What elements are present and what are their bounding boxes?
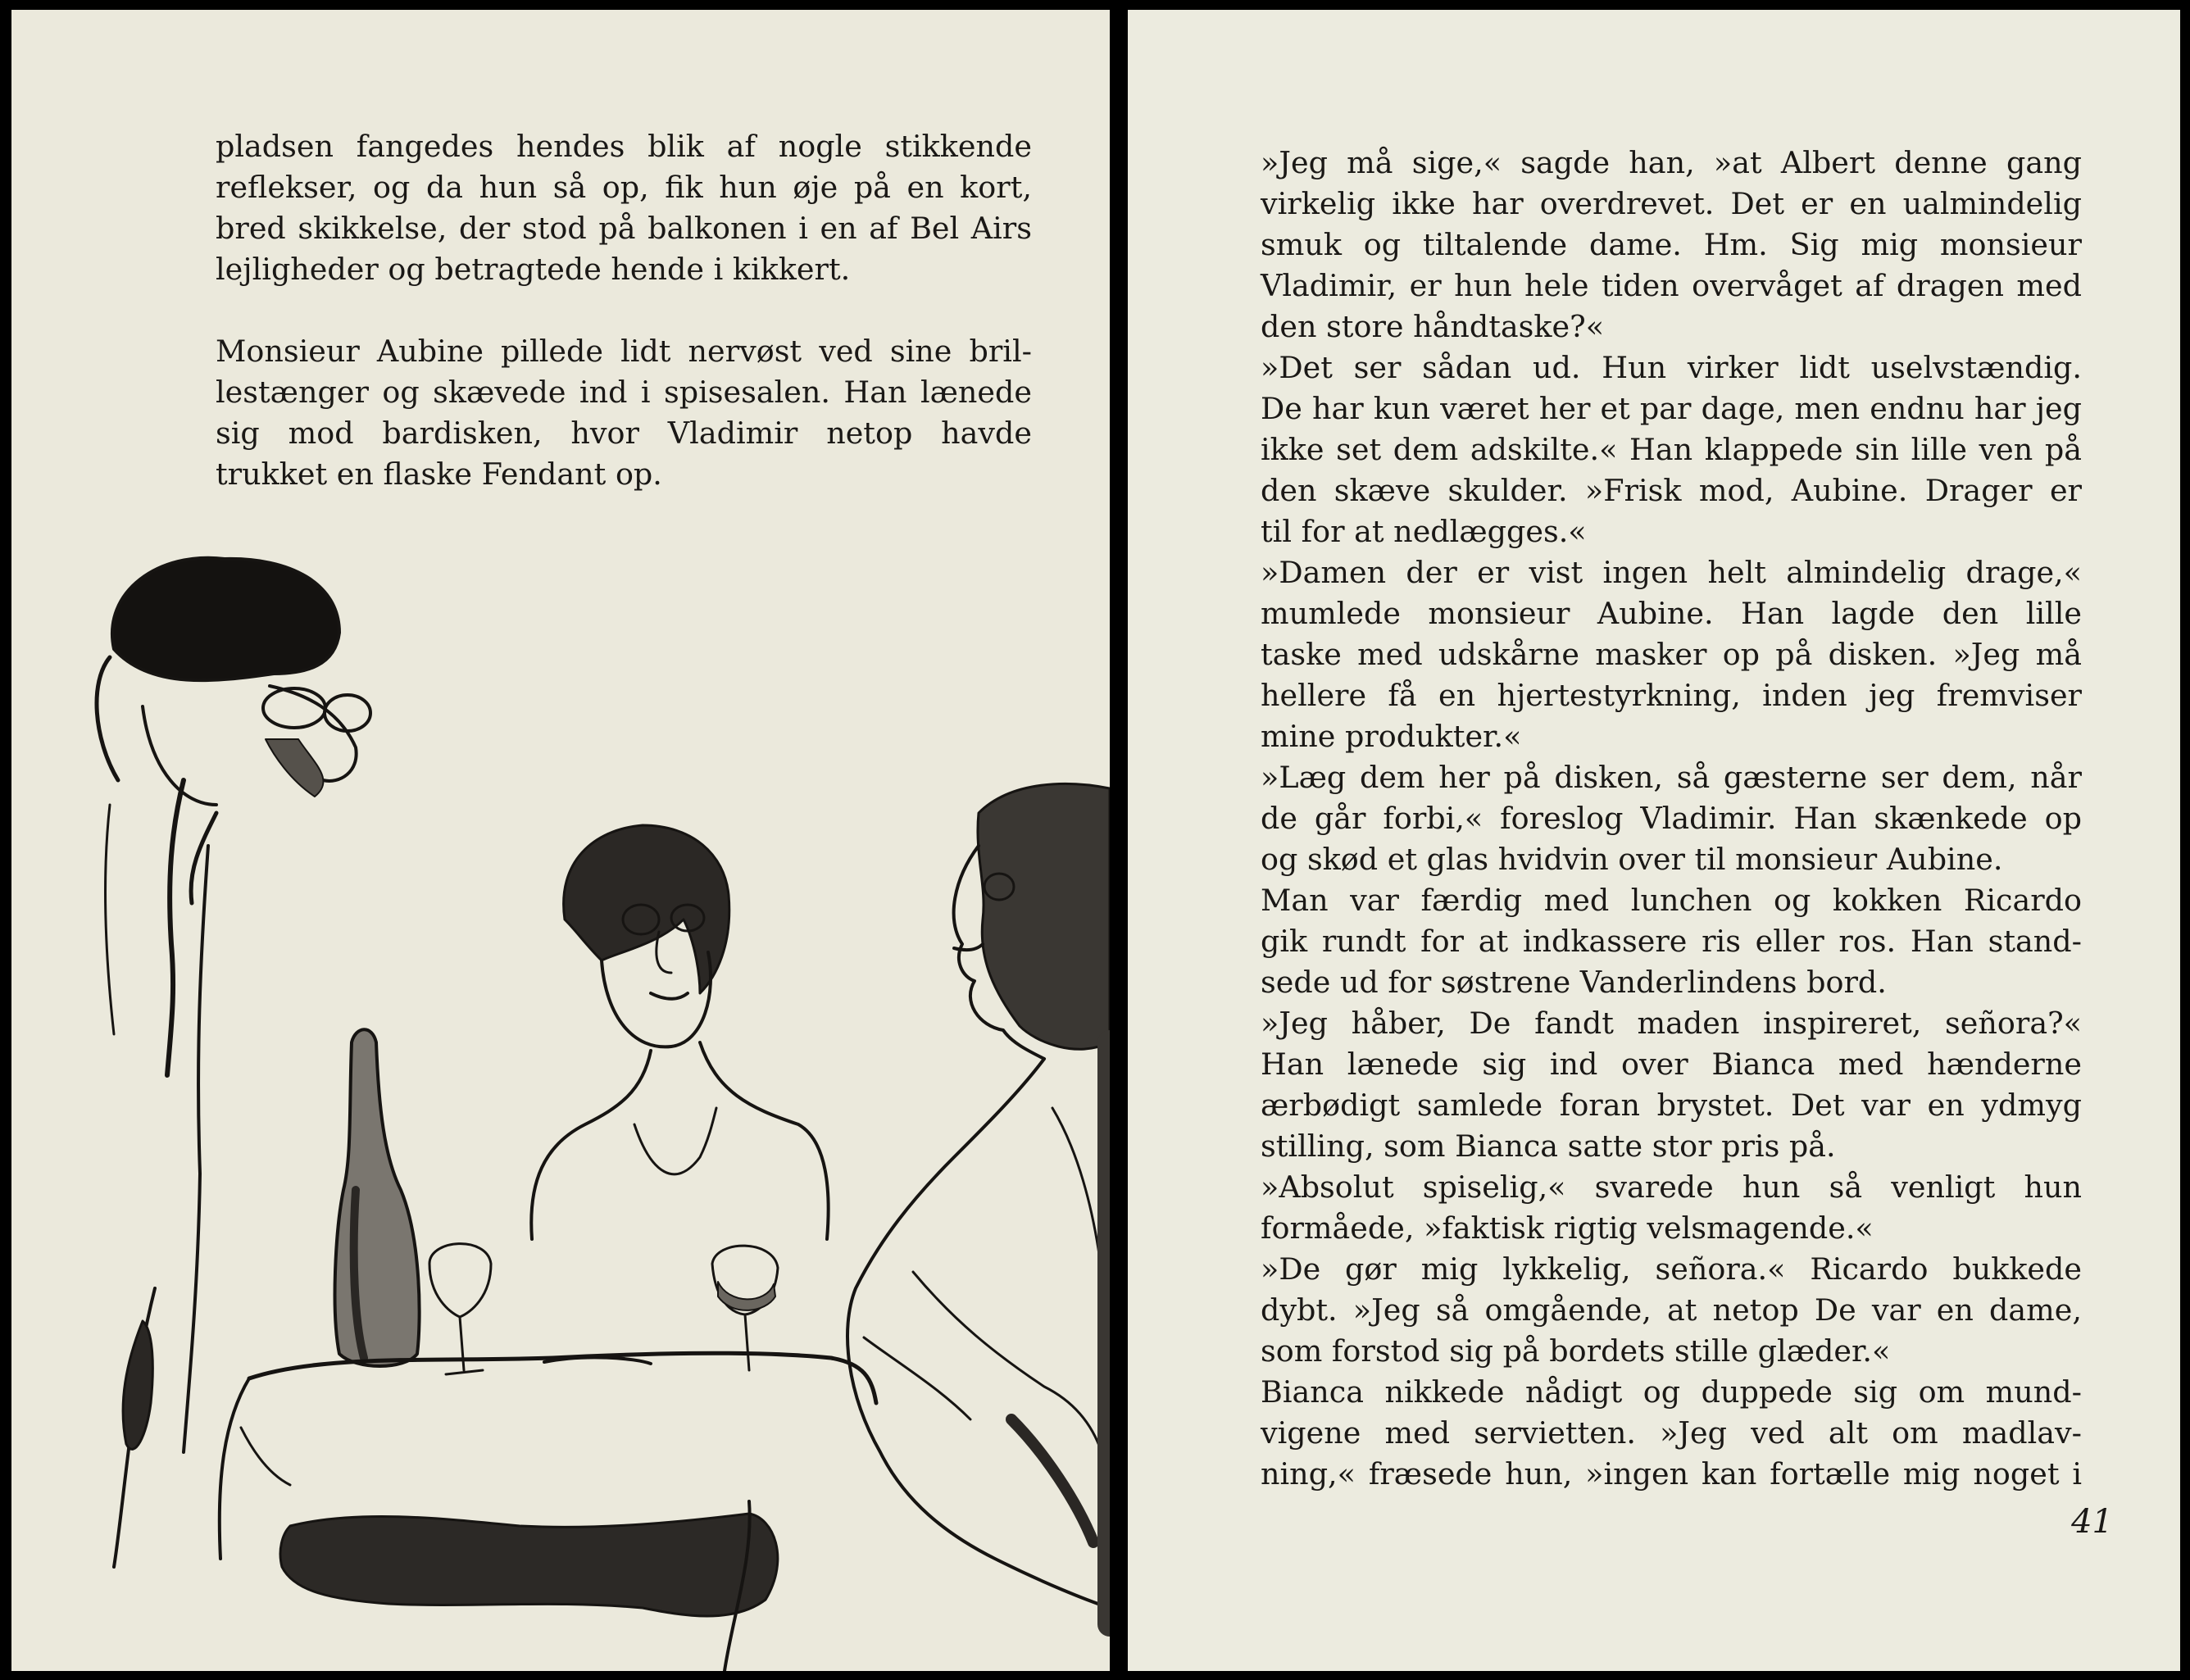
left-page bbox=[11, 10, 1110, 1671]
text-line: »Læg dem her på disken, så gæsterne ser dem, når bbox=[1261, 760, 2082, 795]
text-line: som forstod sig på bordets stille glæder.« bbox=[1261, 1333, 1891, 1369]
text-line: »Det ser sådan ud. Hun virker lidt uselvstændig. bbox=[1261, 350, 2082, 385]
text-line: den store håndtaske?« bbox=[1261, 309, 1605, 344]
text-line: lestænger og skævede ind i spisesalen. Han lænede bbox=[216, 375, 1032, 410]
text-line: formåede, »faktisk rigtig velsmagende.« bbox=[1261, 1210, 1874, 1246]
paragraph bbox=[1221, 1003, 2082, 1167]
paragraph bbox=[1221, 143, 2082, 347]
text-line: De har kun været her et par dage, men endnu har jeg bbox=[1261, 391, 2082, 426]
paragraph bbox=[1221, 757, 2082, 880]
paragraph bbox=[1221, 1372, 2082, 1495]
text-line: gik rundt for at indkassere ris eller ros. Han stand- bbox=[1261, 924, 2082, 959]
text-line: taske med udskårne masker op på disken. »Jeg må bbox=[1261, 637, 2082, 672]
text-line: virkelig ikke har overdrevet. Det er en ualmindelig bbox=[1261, 186, 2082, 221]
text-line: »Absolut spiselig,« svarede hun så venligt hun bbox=[1261, 1169, 2082, 1205]
text-line: de går forbi,« foreslog Vladimir. Han skænkede op bbox=[1261, 801, 2082, 836]
paragraph bbox=[1221, 552, 2082, 757]
seated-woman-figure bbox=[531, 825, 828, 1239]
right-page bbox=[1128, 10, 2180, 1671]
text-line: vigene med servietten. »Jeg ved alt om madlav- bbox=[1261, 1415, 2082, 1451]
text-line: Man var færdig med lunchen og kokken Ricardo bbox=[1261, 883, 2082, 918]
text-line: ikke set dem adskilte.« Han klappede sin lille ven på bbox=[1261, 432, 2082, 467]
text-line: ning,« fræsede hun, »ingen kan fortælle mig noget i bbox=[1261, 1456, 2082, 1492]
text-line: trukket en flaske Fendant op. bbox=[216, 456, 662, 492]
paragraph bbox=[1221, 1167, 2082, 1249]
page-number: 41 bbox=[2071, 1503, 2113, 1541]
text-line: Monsieur Aubine pillede lidt nervøst ved sine bril- bbox=[216, 334, 1032, 369]
text-line: ærbødigt samlede foran brystet. Det var en ydmyg bbox=[1261, 1087, 2082, 1123]
text-line: »Jeg må sige,« sagde han, »at Albert denne gang bbox=[1261, 145, 2082, 180]
wine-bottle bbox=[335, 1029, 420, 1366]
text-line: »Jeg håber, De fandt maden inspireret, señora?« bbox=[1261, 1006, 2082, 1041]
left-page-text bbox=[216, 126, 1032, 495]
text-line: smuk og tiltalende dame. Hm. Sig mig monsieur bbox=[1261, 227, 2082, 262]
paragraph bbox=[216, 126, 1032, 290]
text-line: sede ud for søstrene Vanderlindens bord. bbox=[1261, 965, 1887, 1000]
text-line: bred skikkelse, der stod på balkonen i en af Bel Airs bbox=[216, 211, 1032, 246]
text-line: Vladimir, er hun hele tiden overvåget af dragen med bbox=[1261, 268, 2082, 303]
text-line: pladsen fangedes hendes blik af nogle stikkende bbox=[216, 129, 1032, 164]
text-line: den skæve skulder. »Frisk mod, Aubine. Drager er bbox=[1261, 473, 2082, 508]
text-line: sig mod bardisken, hvor Vladimir netop havde bbox=[216, 415, 1032, 451]
text-line: Bianca nikkede nådigt og duppede sig om mund- bbox=[1261, 1374, 2082, 1410]
paragraph bbox=[1221, 1249, 2082, 1372]
text-line: stilling, som Bianca satte stor pris på. bbox=[1261, 1128, 1836, 1164]
text-line: »Damen der er vist ingen helt almindelig drage,« bbox=[1261, 555, 2082, 590]
paragraph bbox=[1221, 347, 2082, 552]
dining-table bbox=[220, 1353, 876, 1671]
text-line: hellere få en hjertestyrkning, inden jeg fremviser bbox=[1261, 678, 2082, 713]
text-line: Han lænede sig ind over Bianca med hænderne bbox=[1261, 1047, 2082, 1082]
text-line: til for at nedlægges.« bbox=[1261, 514, 1587, 549]
text-line: dybt. »Jeg så omgående, at netop De var en dame, bbox=[1261, 1292, 2082, 1328]
text-line: lejligheder og betragtede hende i kikkert. bbox=[216, 252, 851, 287]
text-line: mumlede monsieur Aubine. Han lagde den lille bbox=[1261, 596, 2082, 631]
text-line: reflekser, og da hun så op, fik hun øje på en kort, bbox=[216, 170, 1032, 205]
text-line: og skød et glas hvidvin over til monsieur Aubine. bbox=[1261, 842, 2003, 877]
paragraph bbox=[216, 331, 1032, 495]
restaurant-ink-illustration bbox=[11, 534, 1110, 1671]
text-line: »De gør mig lykkelig, señora.« Ricardo bukkede bbox=[1261, 1251, 2082, 1287]
right-page-text bbox=[1221, 143, 2082, 1495]
older-woman-figure bbox=[847, 783, 1110, 1624]
paragraph bbox=[1221, 880, 2082, 1003]
text-line: mine produkter.« bbox=[1261, 719, 1522, 754]
